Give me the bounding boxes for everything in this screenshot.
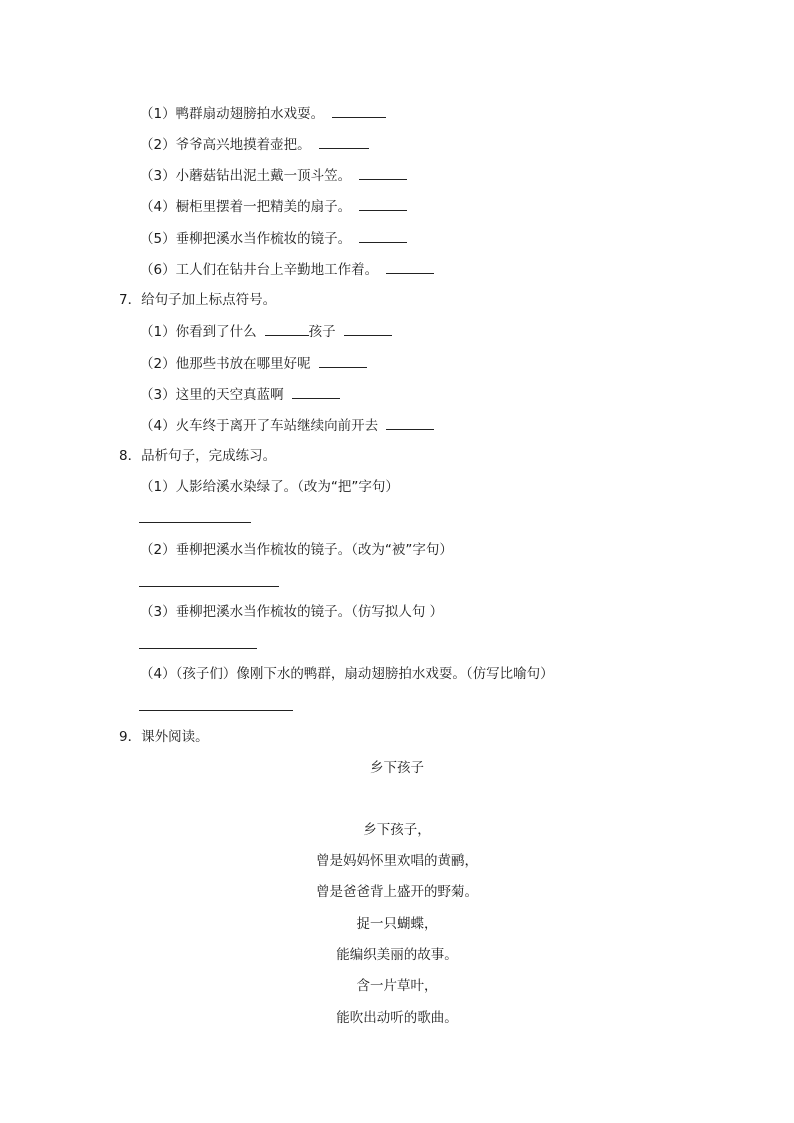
answer-blank[interactable]: [386, 416, 434, 430]
answer-blank[interactable]: [265, 322, 309, 336]
q7-item-1: [140, 322, 392, 341]
poem-line-6: 含一片草叶，: [356, 978, 438, 994]
q7-item-2: [140, 354, 367, 373]
q7-item-1-text-b: 孩子: [308, 324, 336, 340]
answer-blank[interactable]: [359, 229, 407, 243]
q6-item-3: [140, 166, 407, 185]
poem-line-5: 能编织美丽的故事。: [336, 947, 458, 963]
poem-line-2: 曾是妈妈怀里欢唱的黄鹂，: [316, 853, 478, 869]
answer-line[interactable]: [139, 648, 257, 649]
q6-item-2: [140, 135, 369, 154]
q6-item-5-text: （5）垂柳把溪水当作梳妆的镜子。: [140, 231, 352, 247]
q7-item-3: [140, 385, 340, 404]
answer-blank[interactable]: [359, 197, 407, 211]
q8-item-4: （4）（孩子们）像刚下水的鸭群，扇动翅膀拍水戏耍。（仿写比喻句）: [140, 666, 554, 682]
answer-blank[interactable]: [319, 135, 369, 149]
answer-blank[interactable]: [344, 322, 392, 336]
q8-item-2: （2）垂柳把溪水当作梳妆的镜子。（改为“被”字句）: [140, 542, 453, 558]
q7-item-2-text: （2）他那些书放在哪里好呢: [140, 356, 311, 372]
q7-item-4: [140, 416, 434, 435]
q6-item-1-text: （1）鸭群扇动翅膀拍水戏耍。: [140, 106, 325, 122]
q6-item-2-text: （2）爷爷高兴地摸着壶把。: [140, 137, 311, 153]
q6-item-6-text: （6）工人们在钻井台上辛勤地工作着。: [140, 262, 379, 278]
answer-line[interactable]: [139, 710, 293, 711]
q6-item-3-text: （3）小蘑菇钻出泥土戴一顶斗笠。: [140, 168, 352, 184]
q7-title: 7．给句子加上标点符号。: [119, 292, 277, 308]
q8-item-1: （1）人影给溪水染绿了。（改为“把”字句）: [140, 479, 399, 495]
q6-item-1: [140, 104, 386, 123]
q6-item-4-text: （4）橱柜里摆着一把精美的扇子。: [140, 199, 352, 215]
answer-blank[interactable]: [332, 104, 386, 118]
q7-item-4-text: （4）火车终于离开了车站继续向前开去: [140, 418, 379, 434]
q6-item-6: [140, 260, 434, 279]
q8-item-3: （3）垂柳把溪水当作梳妆的镜子。（仿写拟人句 ）: [140, 604, 444, 620]
q6-item-4: [140, 197, 407, 216]
poem-line-4: 捉一只蝴蝶，: [356, 916, 438, 932]
q6-item-5: [140, 229, 407, 248]
poem-line-7: 能吹出动听的歌曲。: [336, 1010, 458, 1026]
q7-item-3-text: （3）这里的天空真蓝啊: [140, 387, 284, 403]
q7-item-1-text-a: （1）你看到了什么: [140, 324, 257, 340]
answer-line[interactable]: [139, 522, 251, 523]
poem-title: 乡下孩子: [370, 760, 424, 776]
q8-title: 8．品析句子，完成练习。: [119, 448, 277, 464]
answer-blank[interactable]: [386, 260, 434, 274]
answer-line[interactable]: [139, 586, 279, 587]
poem-line-1: 乡下孩子，: [363, 822, 431, 838]
answer-blank[interactable]: [359, 166, 407, 180]
poem-line-3: 曾是爸爸背上盛开的野菊。: [316, 884, 478, 900]
answer-blank[interactable]: [319, 354, 367, 368]
answer-blank[interactable]: [292, 385, 340, 399]
q9-title: 9．课外阅读。: [119, 729, 209, 745]
